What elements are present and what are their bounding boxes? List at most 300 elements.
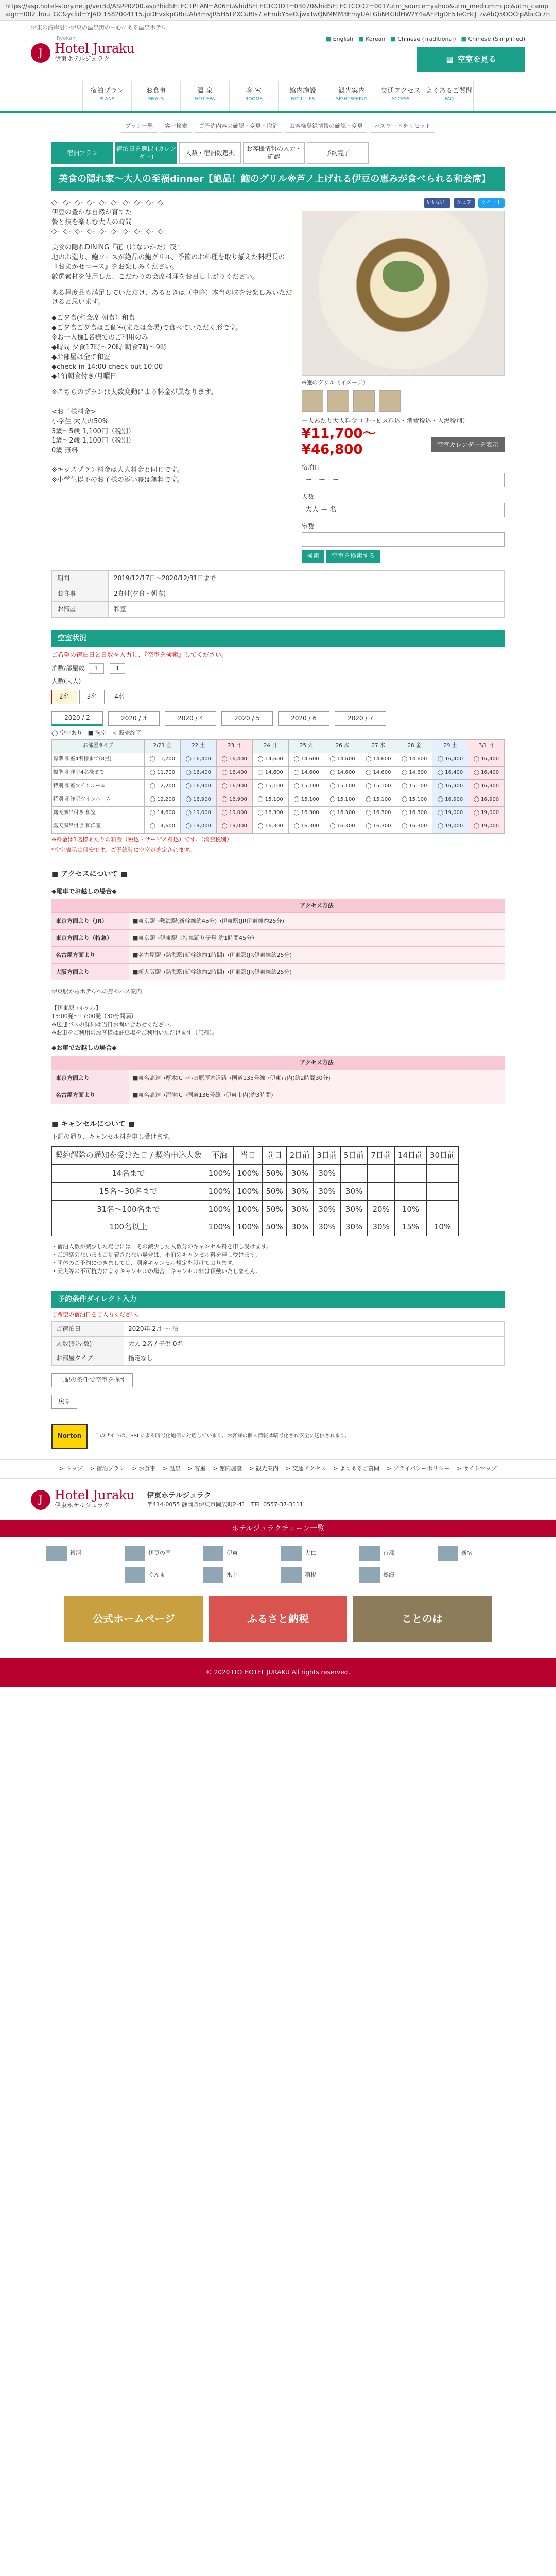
table-header-cell (51, 899, 129, 912)
gnav-label: 館内施設 (289, 87, 316, 95)
price-box (302, 417, 505, 458)
ssl-notice (51, 1424, 505, 1449)
table-cell: 50% (263, 1200, 286, 1218)
thumbnail[interactable] (353, 390, 375, 412)
chain-hotel-thumb (359, 1546, 380, 1561)
access-route: ■名古屋駅→熱海駅(新幹線約1時間)→伊東駅(JR伊東線約25分) (129, 946, 505, 963)
chain-hotel-thumb (281, 1567, 302, 1583)
availability-cell[interactable]: ◯ 19,000 (432, 806, 468, 820)
chain-hotel-thumb (359, 1567, 380, 1583)
chain-hotel-item[interactable] (46, 1546, 118, 1561)
thumbnail[interactable] (302, 390, 323, 412)
nights-row (51, 663, 505, 674)
furusato-banner[interactable]: ふるさと納税 (208, 1596, 348, 1642)
stock-section (51, 651, 505, 854)
kotonoha-banner[interactable]: ことのは (353, 1596, 492, 1642)
search-button[interactable]: 検索 (302, 550, 324, 563)
form-label: お部屋タイプ (52, 1351, 124, 1365)
footer-logo[interactable] (31, 1489, 134, 1510)
table-header-cell: 契約解除の通知を受けた日 / 契約申込人数 (52, 1147, 205, 1165)
direct-input-heading: 予約条件ダイレクト入力 (51, 1291, 505, 1308)
access-route: ■東名高速→沼津IC→国道136号線→伊東市内(約3時間) (129, 1087, 505, 1103)
chain-hotel-item[interactable] (203, 1546, 275, 1561)
table-cell: 50% (263, 1182, 286, 1200)
availability-cell[interactable]: ◯ 14,600 (145, 806, 181, 820)
availability-cell[interactable]: ◯ 16,900 (468, 779, 505, 793)
availability-cell[interactable]: ◯ 16,900 (432, 779, 468, 793)
lang-english[interactable]: ■ English (326, 35, 354, 43)
table-header-cell: 26 水 (324, 739, 360, 753)
step-customer-info: お客様情報の入力・確認 (243, 142, 305, 164)
gnav-meals[interactable] (131, 81, 180, 111)
lang-chinese-traditional[interactable]: ■ Chinese (Traditional) (390, 35, 456, 43)
footer-nav-link[interactable]: > サイトマップ (457, 1465, 497, 1472)
table-cell: 50% (263, 1165, 286, 1183)
adults-row (302, 493, 505, 517)
info-value: 2食付(夕食・朝食) (109, 586, 505, 602)
photo-caption: ※鮑のグリル（イメージ） (302, 379, 369, 386)
table-cell (427, 1182, 459, 1200)
table-header-cell: 27 木 (360, 739, 396, 753)
cancel-heading: ■ キャンセルについて ■ (51, 1120, 135, 1128)
chain-hotel-thumb (46, 1546, 67, 1561)
table-row (51, 1087, 505, 1103)
availability-cell[interactable]: ◯ 16,900 (468, 793, 505, 806)
chain-hotel-name: 伊東 (227, 1549, 238, 1556)
access-from: 東京方面より (51, 1070, 129, 1087)
availability-cell[interactable]: ◯ 15,100 (396, 779, 432, 793)
gnav-plans[interactable] (82, 81, 131, 111)
availability-cell[interactable]: ◯ 16,300 (360, 806, 396, 820)
info-key: お食事 (52, 586, 109, 602)
table-row (52, 1165, 459, 1183)
chain-hotel-name: 新宿 (461, 1549, 473, 1556)
tab-month[interactable]: 2020 / 3 (108, 711, 160, 726)
info-key: 期間 (52, 570, 109, 586)
availability-cell[interactable]: ◯ 16,400 (216, 753, 252, 766)
tab-2-guests[interactable]: 2名 (51, 690, 77, 704)
table-cell: 30% (314, 1165, 341, 1183)
availability-cell[interactable]: ◯ 14,600 (324, 753, 360, 766)
availability-cell[interactable]: ◯ 15,100 (360, 779, 396, 793)
table-row (52, 766, 505, 779)
gnav-access[interactable] (376, 81, 425, 111)
rooms-select[interactable] (302, 532, 505, 547)
table-row (52, 753, 505, 766)
availability-cell[interactable]: ◯ 12,200 (145, 793, 181, 806)
availability-cell[interactable]: ◯ 14,600 (360, 753, 396, 766)
guest-count-select[interactable]: 大人 2名 / 子供 0名 (128, 1340, 183, 1347)
availability-cell[interactable]: ◯ 19,000 (216, 806, 252, 820)
table-cell: 100% (234, 1218, 263, 1236)
rooms-label: 室数 (302, 522, 315, 530)
rooms-count-select[interactable]: 1 (110, 663, 125, 674)
table-row (51, 963, 505, 980)
gnav-label: 観光案内 (338, 87, 365, 95)
bus-info: 伊東駅からホテルへの無料バス案内 【伊東駅→ホテル】 15:00発〜17:00発（30分間隔） ※送迎バスの詳細は当日お問い合わせください。 ※お車をご利用のお客様は駐車場をご利用いただけます（無料）。 (51, 988, 218, 1036)
direct-input-form (51, 1291, 505, 1409)
table-cell: 15% (394, 1218, 426, 1236)
availability-cell[interactable]: ◯ 16,400 (468, 753, 505, 766)
availability-cell[interactable]: ◯ 19,000 (216, 820, 252, 833)
availability-table (51, 739, 505, 834)
lang-korean[interactable]: ■ Korean (358, 35, 385, 43)
availability-cell[interactable]: ◯ 16,900 (432, 793, 468, 806)
share-buttons (302, 198, 505, 208)
booking-tabs (0, 120, 556, 133)
step-date: 宿泊日を選択 (カレンダー) (115, 142, 177, 164)
table-header-cell: 24 月 (252, 739, 288, 753)
table-cell: 100% (234, 1182, 263, 1200)
footer-nav-link[interactable]: > 宿泊プラン (90, 1465, 125, 1472)
gnav-sublabel: ROOMS (245, 96, 263, 102)
table-row (52, 1200, 459, 1218)
table-row (52, 570, 505, 586)
table-row (51, 930, 505, 947)
availability-cell[interactable]: ◯ 14,600 (145, 820, 181, 833)
table-cell: 30% (314, 1182, 341, 1200)
room-type-cell: 露天風呂付き 和洋室 (52, 820, 145, 833)
gnav-label: 宿泊プラン (90, 87, 124, 95)
availability-cell[interactable]: ◯ 15,100 (288, 779, 324, 793)
view-availability-label: 空室を見る (457, 55, 496, 64)
table-cell: 30% (340, 1182, 368, 1200)
plan-sidebar (302, 198, 505, 563)
lang-chinese-simplified[interactable]: ■ Chinese (Simplified) (461, 35, 525, 43)
table-cell: 100% (205, 1218, 234, 1236)
availability-cell[interactable]: ◯ 16,300 (396, 820, 432, 833)
gnav-sublabel: FACILITIES (290, 96, 315, 102)
table-header-cell: 前日 (263, 1147, 286, 1165)
info-value: 和室 (109, 602, 505, 617)
availability-cell[interactable]: ◯ 14,600 (288, 766, 324, 779)
tab-month[interactable]: 2020 / 6 (278, 711, 329, 726)
access-heading: ■ アクセスについて ■ (51, 870, 128, 879)
chain-hotel-item[interactable] (438, 1546, 510, 1561)
table-cell: 31名～100名まで (52, 1200, 205, 1218)
desc-paragraph: ※こちらのプランは人数変動により料金が異なります。 <お子様料金> 小学生 大人の50% 3歳～5歳 1,100円（税別） 1歳～2歳 1,100円（税別） 0歳 無料 ※キッズプラン料金は大人料金と同じです。 ※小学生以下のお子様の添い寝は無料です。 (51, 388, 217, 484)
availability-cell[interactable]: ◯ 16,300 (324, 820, 360, 833)
table-header-cell: アクセス方法 (129, 1056, 505, 1070)
table-header-cell: お部屋タイプ (52, 739, 145, 753)
gnav-rooms[interactable] (229, 81, 278, 111)
logo-en: Hotel Juraku (55, 1488, 135, 1502)
availability-cell[interactable]: ◯ 11,700 (145, 766, 181, 779)
language-switcher (326, 35, 525, 43)
availability-cell[interactable]: ◯ 14,600 (396, 753, 432, 766)
table-header-cell: 30日前 (427, 1147, 459, 1165)
availability-cell[interactable]: ◯ 14,600 (396, 766, 432, 779)
table-cell (368, 1182, 395, 1200)
logo-sub: Ryokan (57, 35, 76, 41)
access-route: ■東京駅→熱海駅(新幹線約45分)→伊東駅(JR伊東線約25分) (129, 913, 505, 930)
availability-cell[interactable]: ◯ 15,100 (396, 793, 432, 806)
table-header-row (52, 1147, 459, 1165)
footer-nav-link[interactable]: > 館内施設 (213, 1465, 242, 1472)
gnav-label: お食事 (146, 87, 166, 95)
table-cell: 30% (286, 1218, 314, 1236)
adults-label: 人数 (302, 493, 315, 501)
access-route: ■新大阪駅→熱海駅(新幹線約2時間)→伊東駅(JR伊東線約25分) (129, 963, 505, 980)
availability-cell[interactable]: ◯ 19,000 (432, 820, 468, 833)
logo-jp: 伊東ホテルジュラク (55, 55, 110, 62)
availability-cell[interactable]: ◯ 15,100 (324, 793, 360, 806)
footer-nav-link[interactable]: > お食事 (132, 1465, 156, 1472)
gnav-label: 交通アクセス (380, 87, 421, 95)
tab-month[interactable]: 2020 / 7 (335, 711, 386, 726)
desc-paragraph: ある程度品も満足していただけ、あるときは（中略）本当の味をお楽しみいただけると思います。 (51, 289, 292, 307)
tab-member-info[interactable]: お客様登録情報の確認・変更 (285, 120, 367, 133)
availability-cell[interactable]: ◯ 16,900 (180, 779, 216, 793)
table-cell: 14名まで (52, 1165, 205, 1183)
availability-cell[interactable]: ◯ 16,300 (396, 806, 432, 820)
availability-cell[interactable]: ◯ 16,300 (360, 820, 396, 833)
access-from: 東京方面より（特急） (51, 930, 129, 947)
table-header-row (51, 899, 505, 912)
main-content (51, 133, 505, 1449)
access-from: 大阪方面より (51, 963, 129, 980)
desc-paragraph: ◆ご夕食(和会席 朝食）和食 ◆ご夕食ご夕食はご個室(または会場)で食べていただく形です。 ※お一人様1名様でのご利用のみ ◆時間 夕食17時～20時 朝食7時～9時 ◆お部屋は全て和室 ◆check-in 14:00 check-out 10:00 ◆1泊朝食付き/月曜日 (51, 314, 242, 381)
chain-hotel-name: 大仁 (305, 1549, 316, 1556)
site-logo[interactable] (31, 42, 134, 63)
table-cell: 30% (286, 1182, 314, 1200)
chain-hotel-item[interactable] (281, 1546, 353, 1561)
availability-cell[interactable]: ◯ 19,000 (468, 820, 505, 833)
table-cell: 10% (394, 1200, 426, 1218)
table-header-cell: 3/1 日 (468, 739, 505, 753)
desc-paragraph: ◇ー◇ー◇ー◇ー◇ー◇ー◇ー◇ー◇ー◇ 伊豆の豊かな自然が育てた 贅と技を楽しむ大人の時間 ◇ー◇ー◇ー◇ー◇ー◇ー◇ー◇ー◇ー◇ (51, 198, 163, 236)
chain-hotel-thumb (203, 1546, 223, 1561)
facebook-like-button[interactable]: いいね！ (424, 198, 450, 208)
plan-body (51, 198, 505, 563)
availability-cell[interactable]: ◯ 16,900 (216, 779, 252, 793)
rooms-row (302, 522, 505, 547)
table-header-cell: 7日前 (368, 1147, 395, 1165)
gnav-sublabel: MEALS (148, 96, 164, 102)
gnav-hot-spa[interactable] (180, 81, 229, 111)
tab-month[interactable]: 2020 / 5 (221, 711, 273, 726)
thumbnail[interactable] (327, 390, 349, 412)
table-header-cell: 2/21 金 (145, 739, 181, 753)
availability-cell[interactable]: ◯ 16,300 (288, 806, 324, 820)
form-row (51, 1336, 505, 1351)
access-from: 名古屋方面より (51, 946, 129, 963)
logo-jp: 伊東ホテルジュラク (55, 1502, 110, 1509)
checkin-label: 宿泊日 (302, 464, 321, 471)
logo-mark-icon: J (31, 1490, 50, 1510)
form-label: ご宿泊日 (52, 1322, 124, 1336)
table-cell: 50% (263, 1218, 286, 1236)
table-cell: 100名以上 (52, 1218, 205, 1236)
table-row (52, 602, 505, 617)
availability-cell[interactable]: ◯ 16,300 (252, 820, 288, 833)
car-access-label: ◆お車でお越しの場合◆ (51, 1044, 117, 1052)
browser-url-bar[interactable]: https://asp.hotel-story.ne.jp/ver3d/ASPP0200.asp?hidSELECTPLAN=A06FU&hidSELECTCOD1=03070&hidSELECTCOD2=001?utm_source=yahoo&utm_medium=cpc&utm_campaign=002_hou_GC&yclid=YJAD.1582004115.jpDEvxkpGBruAh4mvJR5H5LPXCuBIs7.eEmbY5eO.jwxTwQNMMM3EmyUATGbN4GIdHW?Y4aAFPIgDF5TeCHcJ_zvAbQ5OOCrpAbcCr7n (0, 0, 556, 21)
norton-seal-icon[interactable]: Norton (51, 1424, 88, 1449)
car-access-table (51, 1056, 505, 1104)
table-row (52, 1218, 459, 1236)
table-cell: 30% (314, 1200, 341, 1218)
thumbnail[interactable] (379, 390, 401, 412)
table-header-cell: 28 金 (396, 739, 432, 753)
availability-cell[interactable]: ◯ 19,000 (180, 806, 216, 820)
logo-en: Hotel Juraku (55, 41, 135, 56)
footer-nav-link[interactable]: > 交通アクセス (285, 1465, 326, 1472)
footer-nav-link[interactable]: > プライバシーポリシー (387, 1465, 450, 1472)
table-header-cell: 3日前 (314, 1147, 341, 1165)
table-cell: 30% (314, 1218, 341, 1236)
availability-cell[interactable]: ◯ 19,000 (468, 806, 505, 820)
train-access-table (51, 899, 505, 980)
price-label: 一人あたり大人料金（サービス料込・消費税込・入湯税別） (302, 417, 469, 425)
availability-cell[interactable]: ◯ 14,600 (360, 766, 396, 779)
gnav-sightseeing[interactable] (327, 81, 376, 111)
footer-nav-link[interactable]: > 観光案内 (249, 1465, 279, 1472)
form-label: 人数(部屋数) (52, 1337, 124, 1351)
table-header-cell: 5日前 (340, 1147, 368, 1165)
stock-note: *空室表示は目安です。ご予約時に空室が確定されます。 (51, 846, 195, 853)
tab-room-search[interactable]: 客室検索 (161, 120, 192, 133)
availability-cell[interactable]: ◯ 14,600 (252, 766, 288, 779)
view-availability-button[interactable] (417, 47, 525, 72)
cancel-policy-table (51, 1146, 459, 1236)
chain-hotel-item[interactable] (359, 1546, 431, 1561)
availability-cell[interactable]: ◯ 12,200 (145, 779, 181, 793)
table-cell: 10% (427, 1218, 459, 1236)
availability-cell[interactable]: ◯ 16,300 (324, 806, 360, 820)
chain-bar: ホテルジュラクチェーン一覧 (0, 1520, 556, 1537)
availability-cell[interactable]: ◯ 16,400 (432, 766, 468, 779)
tab-password-reset[interactable]: パスワードをリセット (370, 120, 435, 133)
chain-hotel-list (0, 1537, 556, 1591)
chain-hotel-thumb (281, 1546, 302, 1561)
room-type-select[interactable]: 指定なし (128, 1354, 153, 1362)
chain-hotel-name: 熱海 (383, 1571, 394, 1578)
availability-cell[interactable]: ◯ 15,100 (324, 779, 360, 793)
footer-hotel-name: 伊東ホテルジュラク (147, 1491, 212, 1500)
table-row (51, 1070, 505, 1087)
gnav-sublabel: HOT SPA (195, 96, 215, 102)
availability-cell[interactable]: ◯ 14,600 (324, 766, 360, 779)
availability-cell[interactable]: ◯ 19,000 (180, 820, 216, 833)
chain-hotel-thumb (438, 1546, 458, 1561)
availability-cell[interactable]: ◯ 15,100 (360, 793, 396, 806)
chain-hotel-name: ぐんま (148, 1571, 165, 1578)
gnav-label: 温 泉 (197, 87, 213, 95)
tab-4-guests[interactable]: 4名 (107, 690, 132, 704)
tab-month[interactable]: 2020 / 2 (51, 711, 103, 726)
availability-cell[interactable]: ◯ 15,100 (252, 779, 288, 793)
footer-nav-link[interactable]: > 温泉 (163, 1465, 181, 1472)
chain-hotel-item[interactable] (125, 1567, 197, 1583)
gnav-sublabel: ACCESS (391, 96, 410, 102)
tab-month[interactable]: 2020 / 4 (165, 711, 216, 726)
booking-steps (51, 142, 505, 164)
gnav-facilities[interactable] (278, 81, 327, 111)
availability-cell[interactable]: ◯ 16,400 (180, 766, 216, 779)
table-header-cell: 23 日 (216, 739, 252, 753)
table-row (52, 1182, 459, 1200)
gnav-faq[interactable] (425, 81, 474, 111)
tab-3-guests[interactable]: 3名 (79, 690, 105, 704)
stay-date-select[interactable]: 2020年 2月 ～ 泊 (128, 1325, 179, 1333)
stock-note: ※料金は1名様あたりの料金（税込・サービス料込）です。（消費税別） (51, 836, 232, 843)
table-header-cell (51, 1056, 129, 1070)
availability-cell[interactable]: ◯ 14,600 (252, 753, 288, 766)
availability-cell[interactable]: ◯ 16,900 (216, 793, 252, 806)
room-type-cell: 特別 和室ツインルーム (52, 779, 145, 793)
chain-hotel-thumb (125, 1546, 145, 1561)
checkin-date-input[interactable]: ー - ー - ー (302, 473, 505, 487)
tab-plan-list[interactable]: プラン一覧 (121, 120, 158, 133)
availability-cell[interactable]: ◯ 15,100 (288, 793, 324, 806)
table-cell (427, 1165, 459, 1183)
nights-select[interactable]: 1 (89, 663, 104, 674)
table-cell (394, 1182, 426, 1200)
official-site-banner[interactable]: 公式ホームページ (64, 1596, 203, 1642)
plan-title: 美食の隠れ家～大人の至福dinner【絶品！鮑のグリル※芦ノ上げれる伊豆の恵みが食べられる和会席】 (51, 167, 505, 191)
availability-cell[interactable]: ◯ 14,600 (288, 753, 324, 766)
form-row (51, 1321, 505, 1336)
global-nav (0, 81, 556, 113)
table-cell: 100% (205, 1182, 234, 1200)
footer-nav-link[interactable]: > トップ (59, 1465, 83, 1472)
plan-conditions-button[interactable]: 空室を検索する (326, 550, 380, 563)
price-high: ¥46,800 (302, 442, 363, 457)
tweet-button[interactable]: ツイート (478, 198, 505, 208)
availability-cell[interactable]: ◯ 15,100 (252, 793, 288, 806)
search-vacancy-button[interactable]: 上記の条件で空室を探す (51, 1373, 133, 1387)
desc-paragraph: 美食の隠れDINING『花（はないかだ）筏』 地のお造り、鮑ソースが絶品の鮑グリル、季節のお料理を取り揃えた料理長の『おまかせコース』をお楽しみください。 厳選素材を使用した、こだわりの会席料理をお召し上がりください。 (51, 244, 285, 281)
stock-section-heading: 空室状況 (51, 630, 505, 647)
chain-hotel-item[interactable] (203, 1567, 275, 1583)
availability-cell[interactable]: ◯ 11,700 (145, 753, 181, 766)
table-cell: 100% (205, 1165, 234, 1183)
table-row (52, 793, 505, 806)
chain-hotel-item[interactable] (281, 1567, 353, 1583)
gnav-label: 客 室 (246, 87, 262, 95)
chain-hotel-item[interactable] (359, 1567, 431, 1583)
show-calendar-button[interactable]: 空室カレンダーを表示 (431, 437, 505, 452)
availability-cell[interactable]: ◯ 16,400 (216, 766, 252, 779)
footer-nav-link[interactable]: > よくあるご質問 (333, 1465, 380, 1472)
footer-nav-link[interactable]: > 客室 (187, 1465, 206, 1472)
cancel-notes: ・宿泊人数が減少した場合には、その減少した人数分のキャンセル料を申し受けます。 ・ご連絡のないままご到着されない場合は、不泊のキャンセル料を申し受けます。 ・団体のご予約につきましては、別途キャンセル規定を設けております。 ・天災等の不可抗力によるキャンセルの場合、キャンセル料は頂戴いたしません。 (51, 1243, 272, 1275)
chain-hotel-item[interactable] (125, 1546, 197, 1561)
chain-hotel-name: 伊豆の国 (148, 1549, 171, 1556)
availability-cell[interactable]: ◯ 16,400 (468, 766, 505, 779)
banners (0, 1591, 556, 1658)
form-row (51, 1351, 505, 1366)
adults-select[interactable]: 大人 ー 名 (302, 503, 505, 517)
room-type-cell: 露天風呂付き 和室 (52, 806, 145, 820)
availability-cell[interactable]: ◯ 16,900 (180, 793, 216, 806)
availability-cell[interactable]: ◯ 16,400 (432, 753, 468, 766)
chain-hotel-name: 水上 (227, 1571, 238, 1578)
table-cell (427, 1200, 459, 1218)
availability-cell[interactable]: ◯ 16,300 (288, 820, 324, 833)
facebook-share-button[interactable]: シェア (454, 198, 475, 208)
table-header-row (51, 1056, 505, 1070)
tab-reservation-check[interactable]: ご予約内容の確認・変更・取消 (195, 120, 282, 133)
table-row (52, 779, 505, 793)
availability-cell[interactable]: ◯ 16,300 (252, 806, 288, 820)
footer-address: 〒414-0055 静岡県伊東市岡広町2-41 TEL 0557-37-3111 (147, 1501, 304, 1508)
table-header-cell: 25 火 (288, 739, 324, 753)
back-button[interactable]: 戻る (51, 1395, 77, 1409)
availability-cell[interactable]: ◯ 16,400 (180, 753, 216, 766)
stock-legend: ◯ 空室あり ■ 満室 × 販売終了 (51, 729, 142, 736)
